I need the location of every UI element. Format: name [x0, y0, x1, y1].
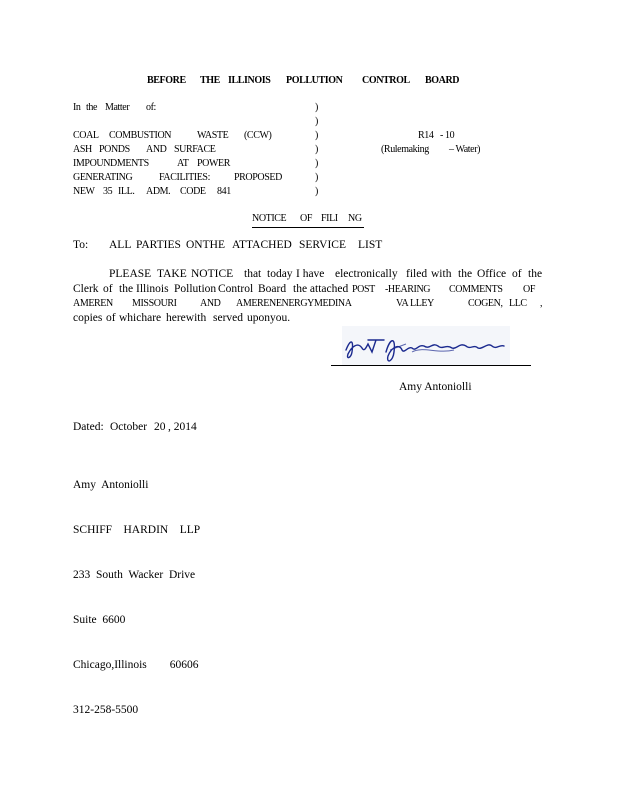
heading-word: ILLINOIS	[228, 75, 271, 86]
to-word: ATTACHED	[232, 239, 292, 251]
address-line: 312-258-5500	[73, 704, 139, 716]
caption-word: 35	[103, 186, 113, 197]
para-word: the	[528, 268, 543, 280]
notice-title-word: NOTICE	[252, 213, 287, 224]
caption-paren: )	[315, 130, 318, 141]
para-word: the	[458, 268, 473, 280]
caption-word: SURFACE	[174, 144, 216, 155]
caption-word: NEW	[73, 186, 95, 197]
para-word: whichare	[119, 312, 162, 324]
address-line: Suite 6600	[73, 614, 126, 626]
para-word: AMEREN	[73, 298, 113, 309]
para-word: filed	[406, 268, 428, 280]
notice-title	[252, 213, 364, 228]
para-word: electronically	[335, 268, 398, 280]
caption-word: AND	[146, 144, 167, 155]
caption-paren: )	[315, 116, 318, 127]
caption-word: PONDS	[99, 144, 130, 155]
to-label: To:	[73, 239, 89, 251]
para-word: Board	[258, 283, 287, 295]
dated-label: Dated:	[73, 421, 104, 433]
heading-word: BEFORE	[147, 75, 186, 86]
para-word: Illinois	[136, 283, 169, 295]
caption-paren: )	[315, 102, 318, 113]
heading-word: BOARD	[425, 75, 460, 86]
to-word: LIST	[358, 239, 383, 251]
caption-paren: )	[315, 172, 318, 183]
para-word: herewith	[166, 312, 207, 324]
address-line: SCHIFF HARDIN LLP	[73, 524, 201, 536]
signatory-name: Amy Antoniolli	[399, 381, 472, 393]
dated-year: , 2014	[168, 421, 197, 433]
caption-word: COAL	[73, 130, 99, 141]
para-word: VA	[396, 298, 409, 309]
caption-word: POWER	[197, 158, 231, 169]
to-word: ALL	[109, 239, 132, 251]
para-word: -HEARING	[385, 284, 431, 295]
caption-word: ASH	[73, 144, 92, 155]
caption-the: the	[86, 102, 98, 113]
para-word: the	[119, 283, 134, 295]
caption-word: WASTE	[197, 130, 229, 141]
caption-paren: )	[315, 144, 318, 155]
caption-word: CODE	[180, 186, 206, 197]
para-word: NOTICE	[191, 268, 234, 280]
para-word: LLEY	[410, 298, 434, 309]
heading-word: CONTROL	[362, 75, 410, 86]
handwritten-signature	[342, 326, 510, 366]
caption-word: COMBUSTION	[109, 130, 172, 141]
caption-word: (CCW)	[244, 130, 272, 141]
para-word: that	[244, 268, 262, 280]
notice-title-word: NG	[348, 213, 362, 224]
caption-word: AT	[177, 158, 189, 169]
notice-title-word: FILI	[321, 213, 338, 224]
para-word: copies	[73, 312, 103, 324]
caption-of: of:	[146, 102, 156, 113]
para-word: LLC	[509, 298, 527, 309]
address-line: Chicago,Illinois 60606	[73, 659, 199, 671]
para-word: today	[267, 268, 293, 280]
para-word: the attached	[293, 283, 349, 295]
para-word: Control	[218, 283, 254, 295]
dated-day: 20	[154, 421, 166, 433]
caption-word: ILL.	[118, 186, 135, 197]
para-word: uponyou.	[247, 312, 291, 324]
address-line: Amy Antoniolli	[73, 479, 149, 491]
para-word: COMMENTS	[449, 284, 503, 295]
heading-word: POLLUTION	[286, 75, 343, 86]
para-word: Office	[477, 268, 507, 280]
para-word: MISSOURI	[132, 298, 177, 309]
para-word: AND	[200, 298, 221, 309]
to-word: ONTHE	[186, 239, 225, 251]
address-block	[73, 448, 200, 733]
para-word: COGEN,	[468, 298, 503, 309]
to-word: PARTIES	[136, 239, 181, 251]
signature-line	[331, 365, 531, 366]
para-word: of	[106, 312, 116, 324]
dated-month: October	[110, 421, 148, 433]
caption-word: IMPOUNDMENTS	[73, 158, 149, 169]
address-line: 233 South Wacker Drive	[73, 569, 196, 581]
caption-word: GENERATING	[73, 172, 133, 183]
para-word: POST	[352, 284, 375, 295]
caption-word: PROPOSED	[234, 172, 282, 183]
para-word: I have	[296, 268, 325, 280]
para-word: of	[512, 268, 522, 280]
para-word: TAKE	[157, 268, 187, 280]
notice-title-word: OF	[300, 213, 312, 224]
caption-paren: )	[315, 158, 318, 169]
para-word: OF	[523, 284, 535, 295]
para-word: of	[103, 283, 113, 295]
caption-paren: )	[315, 186, 318, 197]
docket-number-suffix: - 10	[440, 130, 455, 141]
rulemaking-label: (Rulemaking	[381, 144, 429, 155]
para-word: served	[213, 312, 244, 324]
para-word: PLEASE	[109, 268, 152, 280]
para-word: with	[431, 268, 452, 280]
caption-matter: Matter	[105, 102, 130, 113]
caption-word: 841	[217, 186, 231, 197]
para-word: Pollution	[174, 283, 217, 295]
caption-word: FACILITIES:	[159, 172, 210, 183]
para-word: ,	[540, 298, 543, 309]
caption-word: ADM.	[146, 186, 171, 197]
to-word: SERVICE	[299, 239, 346, 251]
heading-word: THE	[200, 75, 220, 86]
para-word: Clerk	[73, 283, 99, 295]
para-word: AMERENENERGYMEDINA	[236, 298, 352, 309]
water-label: – Water)	[449, 144, 481, 155]
docket-number: R14	[418, 130, 434, 141]
caption-in: In	[73, 102, 81, 113]
